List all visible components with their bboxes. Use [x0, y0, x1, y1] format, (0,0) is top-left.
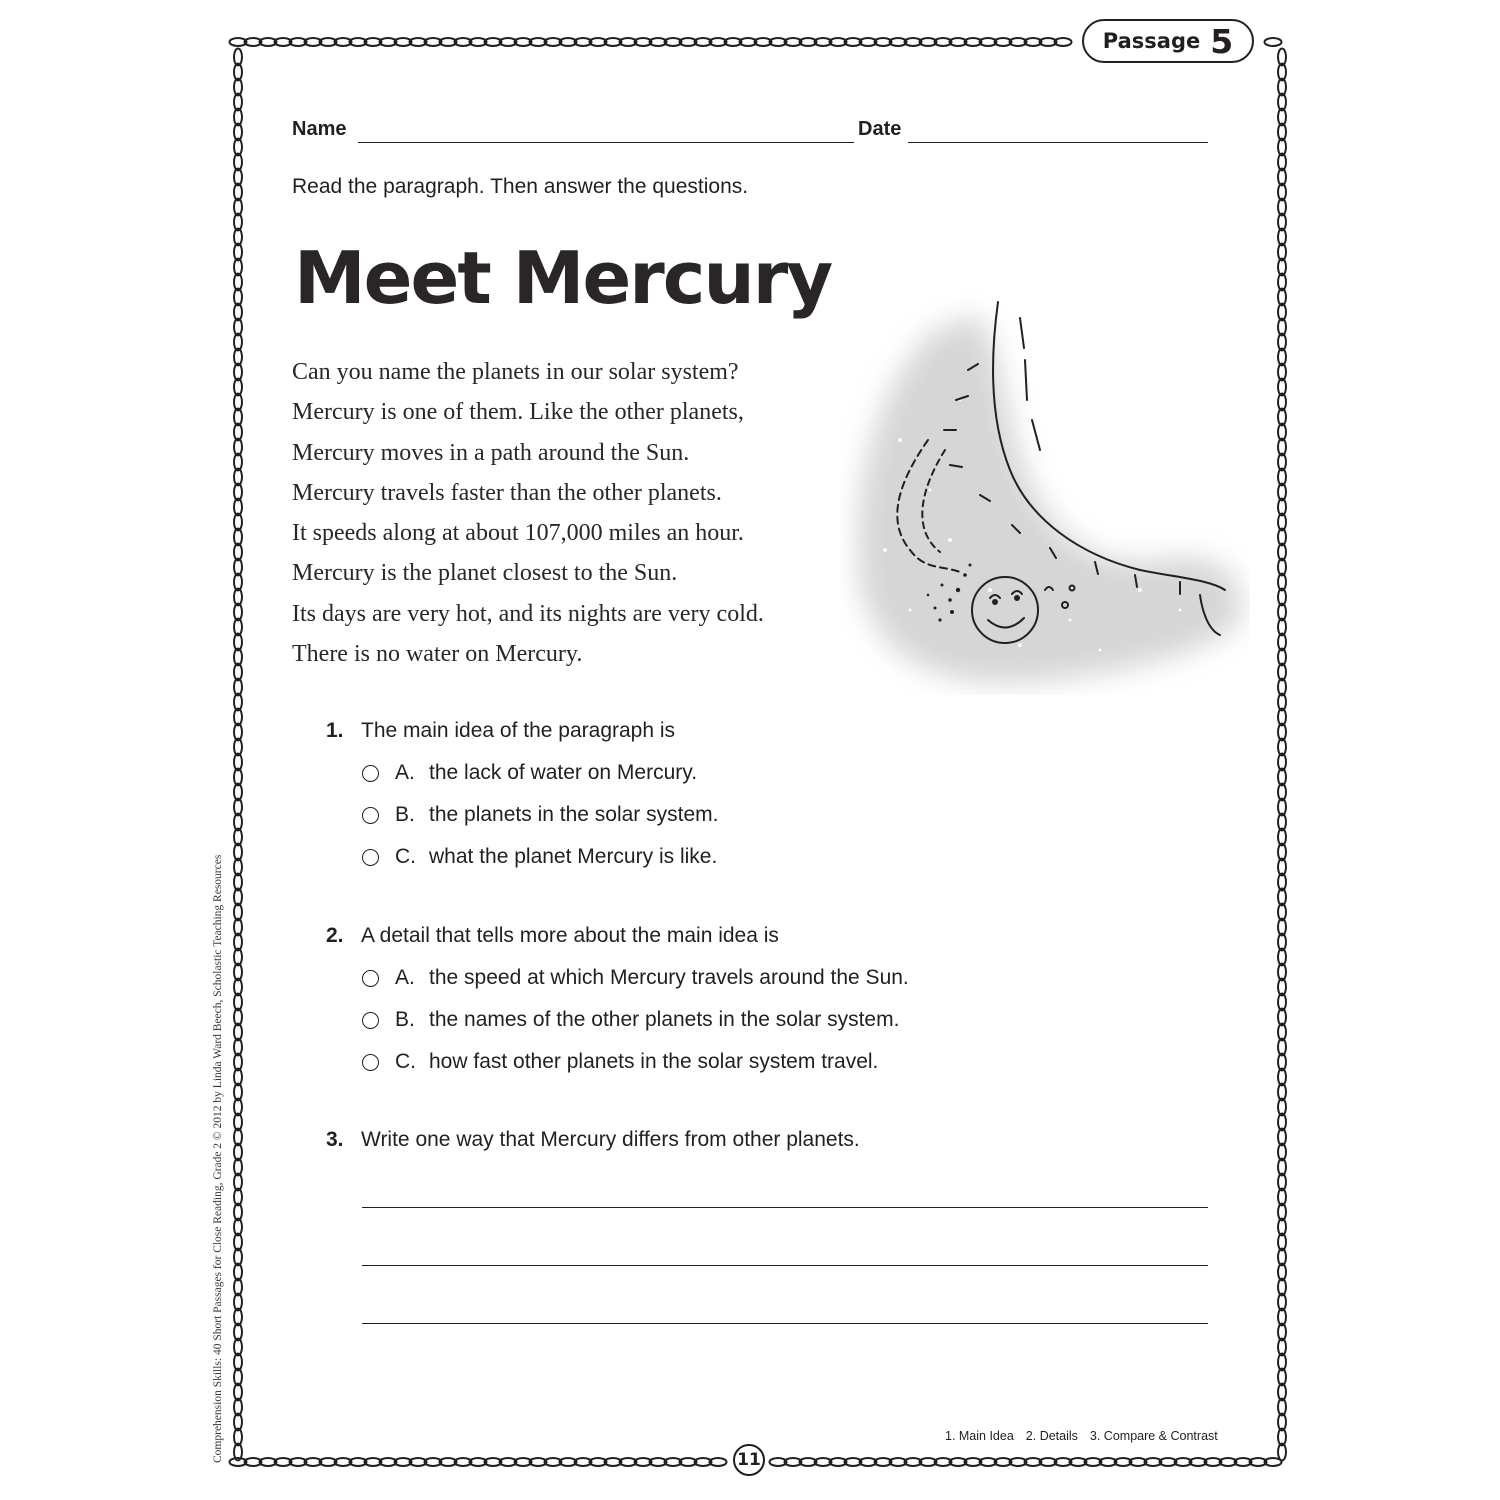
answer-line[interactable]	[362, 1207, 1208, 1208]
radio-icon[interactable]	[362, 1012, 379, 1029]
q1-option-b[interactable]	[362, 800, 1226, 830]
option-text: the speed at which Mercury travels around the Sun.	[429, 966, 909, 989]
option-letter: B.	[395, 1008, 415, 1031]
option-text: the planets in the solar system.	[429, 803, 719, 826]
page-number: 11	[733, 1444, 765, 1476]
question-number: 3.	[326, 1128, 344, 1151]
q1-option-c[interactable]	[362, 842, 1226, 872]
question-text: The main idea of the paragraph is	[361, 719, 676, 742]
option-letter: A.	[395, 966, 415, 989]
question-number: 1.	[326, 719, 344, 742]
mercury-illustration	[840, 290, 1250, 695]
skills-list	[945, 1429, 1218, 1443]
question-text: A detail that tells more about the main idea is	[361, 924, 779, 947]
option-letter: A.	[395, 761, 415, 784]
option-text: the names of the other planets in the solar system.	[429, 1008, 900, 1031]
paragraph-line: Mercury travels faster than the other planets.	[292, 479, 722, 506]
name-label: Name	[292, 118, 347, 140]
option-letter: C.	[395, 845, 416, 868]
paragraph-line: There is no water on Mercury.	[292, 641, 583, 668]
option-text: the lack of water on Mercury.	[429, 761, 698, 784]
radio-icon[interactable]	[362, 1054, 379, 1071]
instructions: Read the paragraph. Then answer the questions.	[292, 175, 749, 198]
date-label: Date	[858, 118, 902, 140]
paragraph-line: It speeds along at about 107,000 miles an hour.	[292, 520, 744, 547]
question-text: Write one way that Mercury differs from other planets.	[361, 1128, 860, 1151]
option-text: how fast other planets in the solar system travel.	[429, 1050, 879, 1073]
option-letter: B.	[395, 803, 415, 826]
paragraph-line: Can you name the planets in our solar system?	[292, 359, 739, 385]
paragraph-line: Mercury is the planet closest to the Sun.	[292, 560, 678, 587]
question-2	[326, 921, 1226, 1077]
question-1	[326, 716, 1226, 872]
q2-option-c[interactable]	[362, 1047, 1226, 1077]
radio-icon[interactable]	[362, 970, 379, 987]
skill-item: 1. Main Idea	[945, 1429, 1014, 1443]
page-title: Meet Mercury	[294, 236, 832, 320]
q2-option-b[interactable]	[362, 1005, 1226, 1035]
skill-item: 2. Details	[1025, 1429, 1078, 1443]
answer-line[interactable]	[362, 1265, 1208, 1266]
date-field[interactable]	[908, 142, 1208, 143]
option-letter: C.	[395, 1050, 416, 1073]
q1-option-a[interactable]	[362, 758, 1226, 788]
paragraph-line: Its days are very hot, and its nights are very cold.	[292, 600, 764, 627]
radio-icon[interactable]	[362, 849, 379, 866]
passage-label: Passage	[1102, 29, 1201, 53]
option-text: what the planet Mercury is like.	[429, 845, 718, 868]
name-date-row	[292, 118, 1208, 148]
name-field[interactable]	[358, 142, 854, 143]
radio-icon[interactable]	[362, 807, 379, 824]
radio-icon[interactable]	[362, 765, 379, 782]
q2-option-a[interactable]	[362, 963, 1226, 993]
paragraph-line: Mercury is one of them. Like the other planets,	[292, 399, 744, 426]
skill-item: 3. Compare & Contrast	[1089, 1429, 1218, 1443]
question-3	[326, 1125, 1226, 1155]
passage-number: 5	[1210, 21, 1234, 61]
question-number: 2.	[326, 924, 344, 947]
passage-tab	[1082, 19, 1254, 63]
copyright-note: Comprehension Skills: 40 Short Passages for Close Reading, Grade 2 © 2012 by Linda Ward Beech, Scholastic Teaching Resources	[212, 854, 224, 1463]
paragraph-line: Mercury moves in a path around the Sun.	[292, 439, 690, 466]
answer-line[interactable]	[362, 1323, 1208, 1324]
reading-paragraph	[292, 352, 852, 674]
